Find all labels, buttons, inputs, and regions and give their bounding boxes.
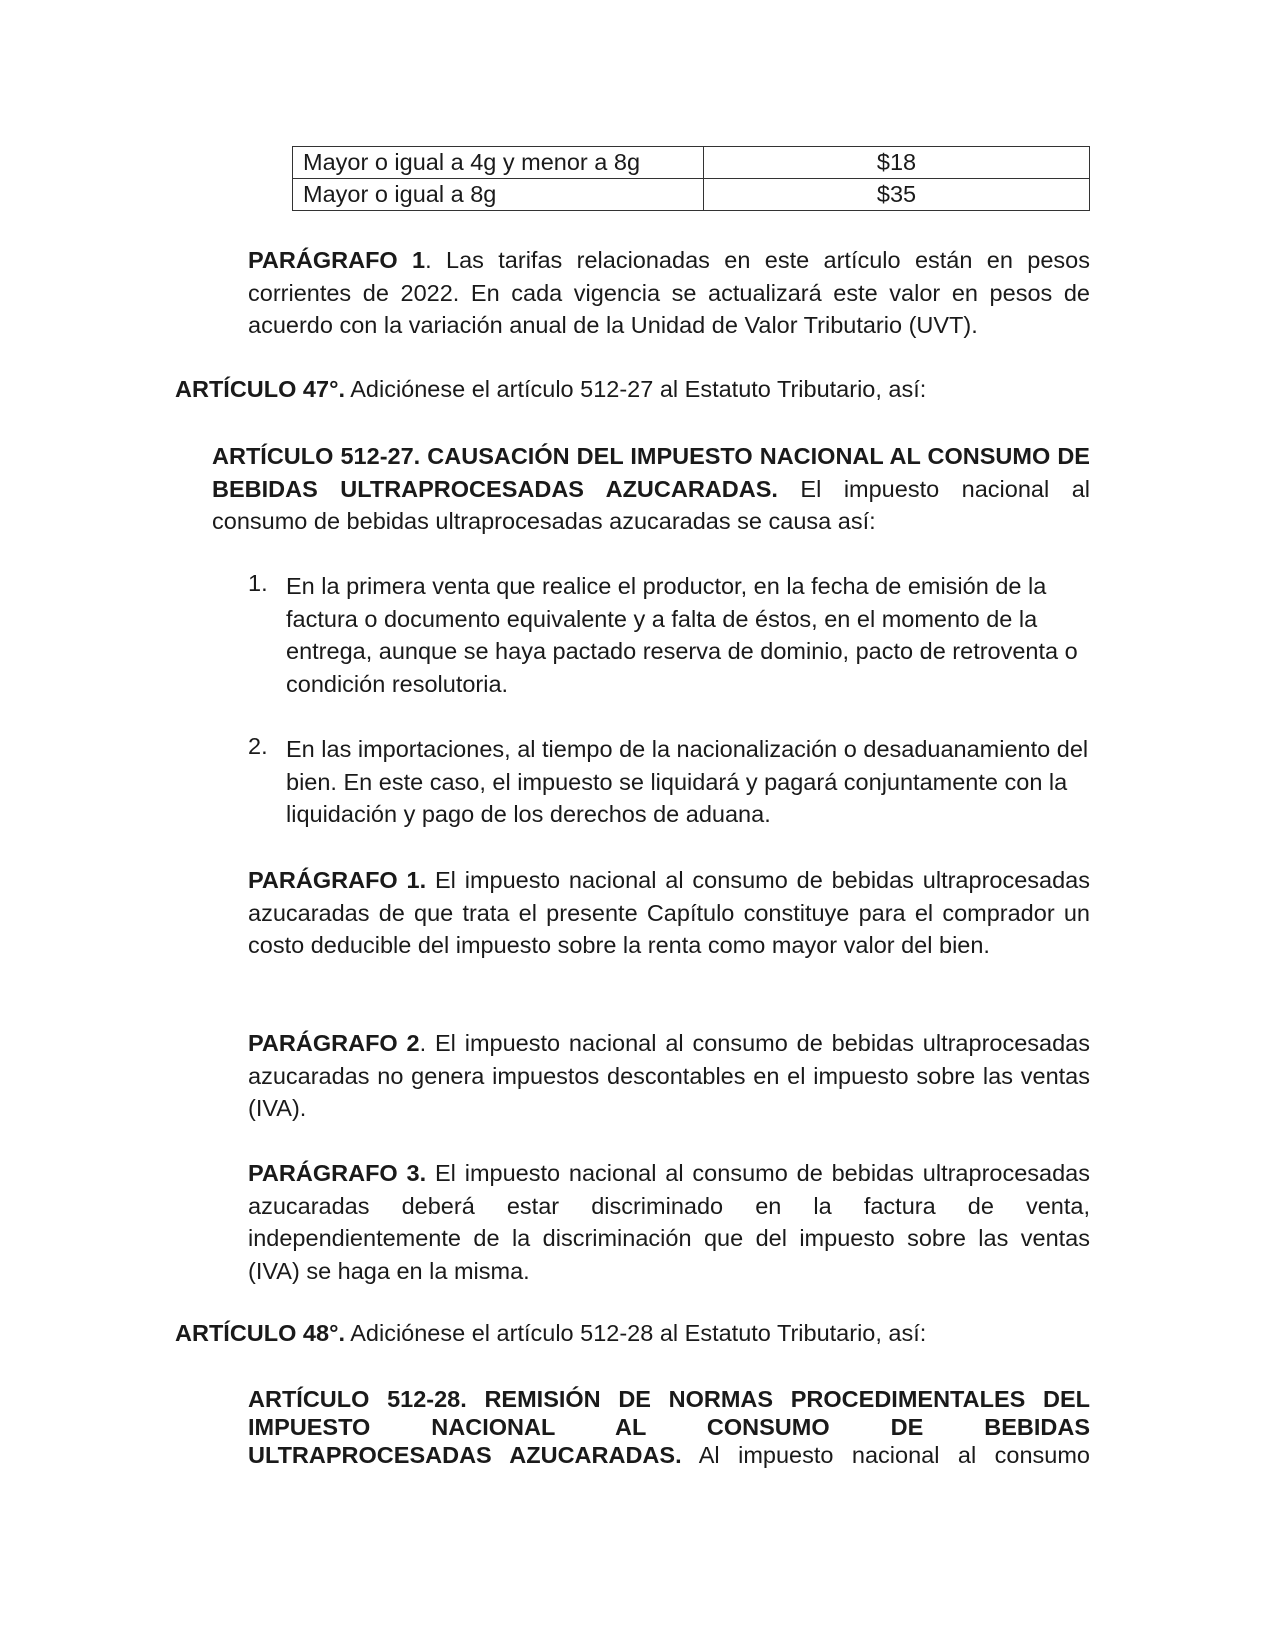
articulo-512-28 [248,1385,1090,1469]
articulo-title-line: IMPUESTO NACIONAL AL CONSUMO DE BEBIDAS [248,1414,1090,1440]
list-item [248,733,1090,831]
paragrafo-text: . El impuesto nacional al consumo de bebidas ultraprocesadas azucaradas no genera impuestos descontables en el impuesto sobre las ventas (IVA). [248,1030,1090,1121]
paragrafo-label: PARÁGRAFO 3. [248,1160,427,1186]
articulo-title-line: ARTÍCULO 512-28. REMISIÓN DE NORMAS PROCEDIMENTALES DEL [248,1386,1090,1412]
table-cell-value: $18 [704,147,1090,179]
paragrafo-3 [248,1157,1090,1287]
table-cell-range: Mayor o igual a 8g [293,179,704,211]
list-text: En la primera venta que realice el productor, en la fecha de emisión de la factura o documento equivalente y a falta de éstos, en el momento de la entrega, aunque se haya pactado reserva de dominio, pacto de retroventa o condición resolutoria. [286,573,1078,697]
articulo-text: Al impuesto nacional al consumo [681,1442,1090,1468]
articulo-text: Adiciónese el artículo 512-27 al Estatuto Tributario, así: [345,376,927,402]
articulo-label: ARTÍCULO 48°. [175,1320,345,1346]
articulo-512-27 [212,440,1090,538]
table-row [293,147,1090,179]
articulo-text: Adiciónese el artículo 512-28 al Estatuto Tributario, así: [345,1320,927,1346]
tariff-table [292,146,1090,211]
paragrafo-2 [248,1027,1090,1125]
paragrafo-text: El impuesto nacional al consumo de bebidas ultraprocesadas azucaradas de que trata el presente Capítulo constituye para el comprador un costo deducible del impuesto sobre la renta como mayor valor del bien. [248,867,1090,958]
paragrafo-text: . Las tarifas relacionadas en este artículo están en pesos corrientes de 2022. En cada vigencia se actualizará este valor en pesos de acuerdo con la variación anual de la Unidad de Valor Tributario (UVT). [248,247,1091,338]
list-text: En las importaciones, al tiempo de la nacionalización o desaduanamiento del bien. En este caso, el impuesto se liquidará y pagará conjuntamente con la liquidación y pago de los derechos de aduana. [286,736,1089,827]
paragrafo-text: El impuesto nacional al consumo de bebidas ultraprocesadas azucaradas deberá estar discriminado en la factura de venta, independientemente de la discriminación que del impuesto sobre las ventas (IVA) se haga en la misma. [248,1160,1090,1284]
list-number: 1. [248,570,268,596]
paragrafo-label: PARÁGRAFO 1. [248,867,427,893]
articulo-text: El impuesto nacional al consumo de bebidas ultraprocesadas azucaradas se causa así: [212,475,1090,534]
articulo-label: ARTÍCULO 47°. [175,376,345,402]
paragrafo-label: PARÁGRAFO 2 [248,1030,420,1056]
articulo-title: ARTÍCULO 512-27. CAUSACIÓN DEL IMPUESTO NACIONAL AL CONSUMO DE BEBIDAS ULTRAPROCESADAS AZUCARADAS. [212,443,1090,502]
paragrafo-1-deducible [248,864,1090,962]
table-row [293,179,1090,211]
list-number: 2. [248,733,268,759]
table-cell-range: Mayor o igual a 4g y menor a 8g [293,147,704,179]
paragrafo-label: PARÁGRAFO 1 [248,247,426,273]
list-item [248,570,1090,700]
articulo-48 [175,1317,1090,1350]
articulo-47 [175,373,1090,406]
articulo-title-line: ULTRAPROCESADAS AZUCARADAS. [248,1442,682,1468]
table-cell-value: $35 [704,179,1090,211]
paragrafo-1-tarifas [248,244,1090,342]
